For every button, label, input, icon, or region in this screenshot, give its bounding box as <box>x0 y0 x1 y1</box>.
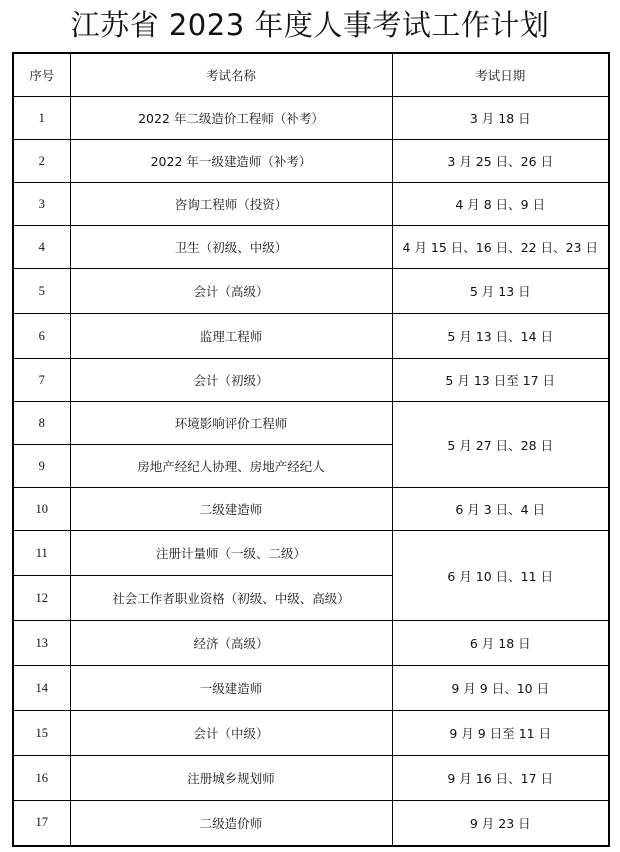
row-exam-name: 卫生（初级、中级） <box>70 226 392 269</box>
table-row <box>13 621 609 666</box>
row-exam-date: 3 月 25 日、26 日 <box>392 140 609 183</box>
row-exam-date: 5 月 13 日 <box>392 269 609 314</box>
row-exam-name: 注册计量师（一级、二级） <box>70 531 392 576</box>
row-seq: 13 <box>13 621 70 666</box>
row-exam-name: 二级建造师 <box>70 488 392 531</box>
row-exam-name: 房地产经纪人协理、房地产经纪人 <box>70 445 392 488</box>
row-exam-name: 2022 年一级建造师（补考） <box>70 140 392 183</box>
table-row <box>13 801 609 846</box>
row-seq: 1 <box>13 97 70 140</box>
header-seq: 序号 <box>13 53 70 97</box>
row-seq: 17 <box>13 801 70 846</box>
exam-schedule-table <box>12 52 610 847</box>
row-exam-name: 会计（中级） <box>70 711 392 756</box>
table-row <box>13 269 609 314</box>
row-exam-date: 4 月 8 日、9 日 <box>392 183 609 226</box>
table-row <box>13 488 609 531</box>
row-exam-name: 一级建造师 <box>70 666 392 711</box>
page-title: 江苏省 2023 年度人事考试工作计划 <box>70 8 550 42</box>
row-exam-name: 监理工程师 <box>70 314 392 359</box>
row-exam-name: 环境影响评价工程师 <box>70 402 392 445</box>
table-row <box>13 666 609 711</box>
row-seq: 7 <box>13 359 70 402</box>
table-row <box>13 402 609 445</box>
row-seq: 2 <box>13 140 70 183</box>
row-seq: 15 <box>13 711 70 756</box>
row-exam-name: 2022 年二级造价工程师（补考） <box>70 97 392 140</box>
table-row <box>13 140 609 183</box>
row-exam-name: 注册城乡规划师 <box>70 756 392 801</box>
row-exam-date-merged: 6 月 10 日、11 日 <box>392 531 609 621</box>
table-row <box>13 226 609 269</box>
row-seq: 4 <box>13 226 70 269</box>
table-header-row <box>13 53 609 97</box>
row-exam-name: 经济（高级） <box>70 621 392 666</box>
row-seq: 12 <box>13 576 70 621</box>
table-row <box>13 359 609 402</box>
table-row <box>13 314 609 359</box>
header-exam-name: 考试名称 <box>70 53 392 97</box>
row-exam-date: 6 月 3 日、4 日 <box>392 488 609 531</box>
row-exam-date-merged: 5 月 27 日、28 日 <box>392 402 609 488</box>
header-exam-date: 考试日期 <box>392 53 609 97</box>
row-exam-date: 4 月 15 日、16 日、22 日、23 日 <box>392 226 609 269</box>
row-exam-date: 6 月 18 日 <box>392 621 609 666</box>
row-exam-date: 5 月 13 日至 17 日 <box>392 359 609 402</box>
row-exam-date: 9 月 16 日、17 日 <box>392 756 609 801</box>
table-row <box>13 531 609 576</box>
row-seq: 9 <box>13 445 70 488</box>
table-row <box>13 711 609 756</box>
row-seq: 16 <box>13 756 70 801</box>
row-seq: 8 <box>13 402 70 445</box>
table-row <box>13 97 609 140</box>
row-exam-name: 二级造价师 <box>70 801 392 846</box>
row-exam-name: 会计（高级） <box>70 269 392 314</box>
row-seq: 5 <box>13 269 70 314</box>
table-row <box>13 183 609 226</box>
row-seq: 14 <box>13 666 70 711</box>
row-seq: 10 <box>13 488 70 531</box>
row-exam-date: 5 月 13 日、14 日 <box>392 314 609 359</box>
row-exam-date: 3 月 18 日 <box>392 97 609 140</box>
row-exam-name: 咨询工程师（投资） <box>70 183 392 226</box>
row-exam-date: 9 月 9 日、10 日 <box>392 666 609 711</box>
row-seq: 11 <box>13 531 70 576</box>
row-exam-date: 9 月 9 日至 11 日 <box>392 711 609 756</box>
row-exam-name: 社会工作者职业资格（初级、中级、高级） <box>70 576 392 621</box>
row-exam-date: 9 月 23 日 <box>392 801 609 846</box>
row-seq: 3 <box>13 183 70 226</box>
table-row <box>13 756 609 801</box>
row-exam-name: 会计（初级） <box>70 359 392 402</box>
row-seq: 6 <box>13 314 70 359</box>
